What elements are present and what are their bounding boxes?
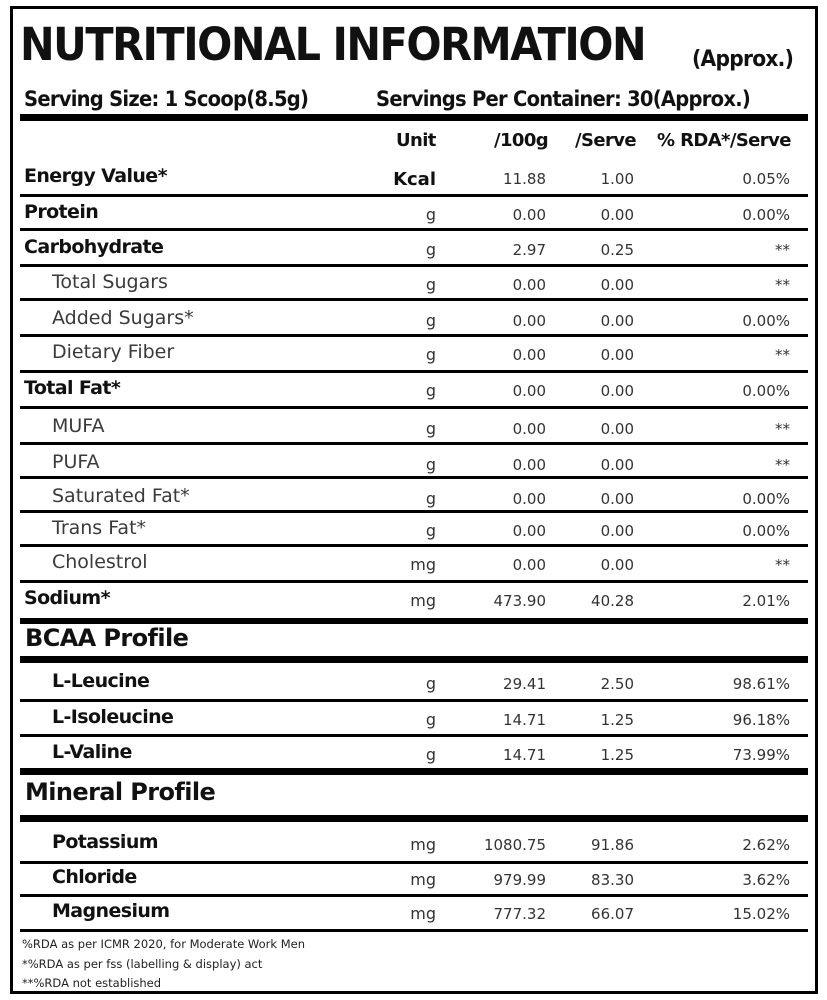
header-unit: Unit (396, 130, 436, 151)
row-divider (20, 510, 808, 513)
table-row (20, 826, 808, 860)
table-row (20, 736, 808, 770)
value-per100g: 2.97 (512, 241, 546, 259)
nutrient-unit: Kcal (393, 169, 436, 190)
nutrient-unit: g (425, 674, 436, 693)
page-title: NUTRITIONAL INFORMATION (20, 18, 646, 71)
value-perServe: 83.30 (591, 871, 634, 889)
nutrient-name: Magnesium (52, 900, 170, 922)
value-rda: 15.02% (732, 905, 790, 923)
value-per100g: 0.00 (512, 206, 546, 224)
value-per100g: 0.00 (512, 312, 546, 330)
value-per100g: 0.00 (512, 522, 546, 540)
value-per100g: 11.88 (503, 170, 546, 188)
row-divider (20, 264, 808, 267)
value-rda: ** (775, 456, 790, 474)
header-perserve: /Serve (575, 130, 636, 151)
table-row (20, 701, 808, 735)
header-rda: % RDA*/Serve (657, 130, 791, 151)
row-divider (20, 406, 808, 409)
value-perServe: 0.00 (600, 346, 634, 364)
nutrient-unit: mg (410, 835, 436, 854)
nutrient-name: Total Fat* (24, 377, 121, 399)
nutrient-name: Cholestrol (52, 551, 148, 573)
row-divider (20, 699, 808, 702)
value-perServe: 0.25 (600, 241, 634, 259)
table-row (20, 546, 808, 580)
row-divider (20, 370, 808, 373)
bcaa-section-title: BCAA Profile (25, 624, 189, 652)
table-row (20, 372, 808, 406)
nutrient-unit: g (425, 345, 436, 364)
nutrient-unit: g (425, 275, 436, 294)
value-rda: 0.00% (742, 206, 790, 224)
serving-size: Serving Size: 1 Scoop(8.5g) (24, 87, 309, 111)
nutrient-name: MUFA (52, 415, 105, 437)
value-per100g: 0.00 (512, 382, 546, 400)
value-perServe: 0.00 (600, 522, 634, 540)
table-row (20, 231, 808, 265)
nutrient-unit: g (425, 240, 436, 259)
table-row (20, 336, 808, 370)
table-row (20, 665, 808, 699)
nutrient-name: Potassium (52, 831, 158, 853)
nutrient-unit: g (425, 489, 436, 508)
nutrient-unit: mg (410, 555, 436, 574)
value-rda: 0.00% (742, 490, 790, 508)
value-perServe: 91.86 (591, 836, 634, 854)
table-row (20, 582, 808, 616)
value-rda: ** (775, 556, 790, 574)
row-divider (20, 734, 808, 737)
table-row (20, 512, 808, 546)
table-row (20, 196, 808, 230)
value-perServe: 0.00 (600, 276, 634, 294)
value-per100g: 14.71 (503, 746, 546, 764)
row-divider (20, 228, 808, 231)
footnote-3: **%RDA not established (22, 976, 162, 990)
nutrient-name: Total Sugars (52, 271, 168, 293)
value-per100g: 979.99 (493, 871, 546, 889)
value-per100g: 473.90 (493, 592, 546, 610)
table-row (20, 266, 808, 300)
nutrient-name: Saturated Fat* (52, 485, 190, 507)
nutrient-name: Chloride (52, 866, 137, 888)
nutrient-name: Added Sugars* (52, 307, 194, 329)
nutrient-unit: g (425, 381, 436, 400)
row-divider (20, 334, 808, 337)
nutrient-name: PUFA (52, 451, 100, 473)
value-perServe: 0.00 (600, 312, 634, 330)
divider-thick (20, 656, 808, 663)
header-per100g: /100g (494, 130, 549, 151)
row-divider (20, 544, 808, 547)
nutrient-unit: mg (410, 904, 436, 923)
value-perServe: 40.28 (591, 592, 634, 610)
row-divider (20, 476, 808, 479)
value-rda: 73.99% (732, 746, 790, 764)
divider (20, 929, 808, 932)
value-perServe: 0.00 (600, 490, 634, 508)
divider-thick (20, 815, 808, 822)
value-per100g: 777.32 (493, 905, 546, 923)
value-perServe: 1.25 (600, 746, 634, 764)
nutrient-name: L-Leucine (52, 670, 150, 692)
value-perServe: 0.00 (600, 420, 634, 438)
value-perServe: 0.00 (600, 382, 634, 400)
value-per100g: 0.00 (512, 420, 546, 438)
value-per100g: 0.00 (512, 346, 546, 364)
nutrient-unit: g (425, 311, 436, 330)
value-perServe: 66.07 (591, 905, 634, 923)
nutrient-name: Carbohydrate (24, 236, 164, 258)
table-row (20, 302, 808, 336)
footnote-2: *%RDA as per fss (labelling & display) act (22, 957, 263, 971)
value-rda: 96.18% (732, 711, 790, 729)
row-divider (20, 894, 808, 897)
nutrient-unit: g (425, 521, 436, 540)
value-rda: 0.05% (742, 170, 790, 188)
value-rda: 0.00% (742, 382, 790, 400)
title-note: (Approx.) (692, 47, 794, 72)
nutrient-unit: mg (410, 870, 436, 889)
value-rda: ** (775, 420, 790, 438)
nutrient-name: Dietary Fiber (52, 341, 175, 363)
value-per100g: 14.71 (503, 711, 546, 729)
divider-thick (20, 768, 808, 775)
value-per100g: 0.00 (512, 276, 546, 294)
value-per100g: 1080.75 (483, 836, 546, 854)
value-perServe: 0.00 (600, 456, 634, 474)
value-perServe: 1.25 (600, 711, 634, 729)
value-rda: 0.00% (742, 312, 790, 330)
nutrient-name: L-Valine (52, 741, 132, 763)
value-per100g: 29.41 (503, 675, 546, 693)
value-rda: ** (775, 346, 790, 364)
value-perServe: 1.00 (600, 170, 634, 188)
row-divider (20, 298, 808, 301)
value-rda: 2.01% (742, 592, 790, 610)
value-rda: 3.62% (742, 871, 790, 889)
value-per100g: 0.00 (512, 490, 546, 508)
value-perServe: 2.50 (600, 675, 634, 693)
nutrient-name: Sodium* (24, 587, 110, 609)
table-row (20, 446, 808, 480)
row-divider (20, 861, 808, 864)
value-rda: ** (775, 241, 790, 259)
nutrient-unit: mg (410, 591, 436, 610)
nutrient-unit: g (425, 419, 436, 438)
table-row (20, 861, 808, 895)
table-row (20, 160, 808, 194)
value-perServe: 0.00 (600, 556, 634, 574)
nutrient-unit: g (425, 710, 436, 729)
value-perServe: 0.00 (600, 206, 634, 224)
row-divider (20, 442, 808, 445)
table-row (20, 895, 808, 929)
nutrient-unit: g (425, 455, 436, 474)
nutrient-name: Trans Fat* (52, 517, 147, 539)
row-divider (20, 580, 808, 583)
table-row (20, 480, 808, 514)
value-rda: 98.61% (732, 675, 790, 693)
value-per100g: 0.00 (512, 456, 546, 474)
value-rda: ** (775, 276, 790, 294)
nutrient-name: Energy Value* (24, 165, 167, 187)
servings-per-container: Servings Per Container: 30(Approx.) (376, 87, 751, 111)
nutrient-unit: g (425, 205, 436, 224)
footnote-1: %RDA as per ICMR 2020, for Moderate Work Men (22, 937, 305, 951)
nutrient-name: L-Isoleucine (52, 706, 174, 728)
nutrient-name: Protein (24, 201, 99, 223)
divider-thick (20, 114, 808, 121)
value-rda: 2.62% (742, 836, 790, 854)
value-per100g: 0.00 (512, 556, 546, 574)
mineral-section-title: Mineral Profile (25, 778, 216, 806)
value-rda: 0.00% (742, 522, 790, 540)
table-row (20, 410, 808, 444)
row-divider (20, 194, 808, 197)
nutrient-unit: g (425, 745, 436, 764)
